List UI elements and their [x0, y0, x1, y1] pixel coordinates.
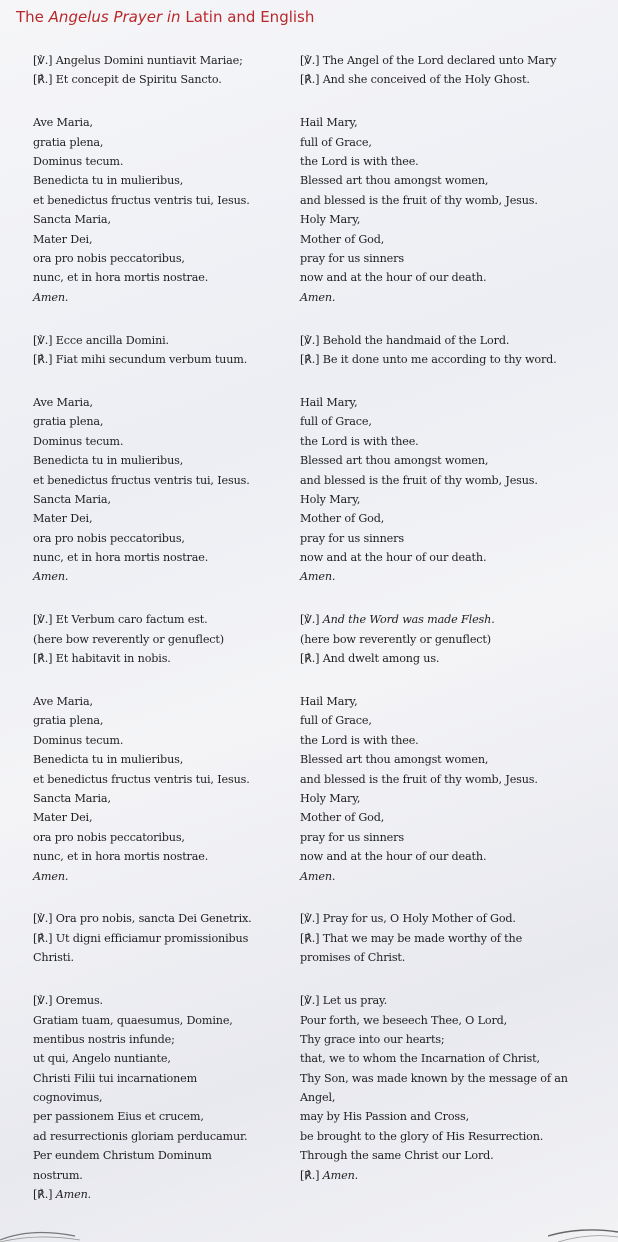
line-text: Amen.: [55, 1188, 92, 1202]
versicle-marker: [℣.]: [33, 333, 56, 347]
line-text: Be it done unto me according to thy word.: [322, 353, 557, 367]
line-text: Behold the handmaid of the Lord.: [322, 333, 510, 347]
english-line: Pour forth, we beseech Thee, O Lord,: [300, 1013, 508, 1027]
latin-line: gratia plena,: [33, 135, 104, 149]
english-line: Amen.: [300, 290, 336, 304]
latin-column: [33, 51, 295, 1204]
latin-line: et benedictus fructus ventris tui, Iesus.: [33, 193, 250, 207]
line-text: Angelus Domini nuntiavit Mariae;: [55, 54, 243, 67]
english-line: Holy Mary,: [300, 492, 361, 506]
english-line: that, we to whom the Incarnation of Christ,: [300, 1052, 540, 1066]
title-italic: Angelus Prayer in: [48, 8, 181, 26]
latin-line: [33, 331, 295, 350]
latin-line: Christi.: [33, 951, 74, 965]
english-line: full of Grace,: [300, 415, 372, 429]
latin-line: Per eundem Christum Dominum: [33, 1149, 212, 1163]
english-line: [300, 350, 596, 369]
english-line: [300, 610, 596, 629]
english-line: Amen.: [300, 869, 336, 883]
line-text: And dwelt among us.: [322, 652, 440, 666]
response-marker: [℟.]: [33, 652, 56, 666]
response-marker: [℟.]: [300, 931, 323, 945]
english-line: Blessed art thou amongst women,: [300, 454, 489, 468]
english-line: Hail Mary,: [300, 695, 358, 709]
english-line: the Lord is with thee.: [300, 155, 419, 169]
latin-line: mentibus nostris infunde;: [33, 1032, 175, 1046]
line-text: And the Word was made Flesh.: [322, 613, 495, 627]
latin-line: Mater Dei,: [33, 811, 93, 825]
english-line: Mother of God,: [300, 811, 385, 825]
latin-line: cognovimus,: [33, 1091, 103, 1105]
stanza-gap: [300, 968, 596, 992]
stanza-gap: [300, 587, 596, 611]
english-line: Blessed art thou amongst women,: [300, 753, 489, 767]
response-marker: [℟.]: [33, 931, 56, 945]
english-line: Mother of God,: [300, 512, 385, 526]
english-line: now and at the hour of our death.: [300, 850, 487, 864]
english-line: [300, 991, 596, 1010]
page-title: [16, 8, 314, 26]
english-line: Angel,: [300, 1091, 336, 1105]
latin-line: nunc, et in hora mortis nostrae.: [33, 850, 209, 864]
latin-line: [33, 610, 295, 629]
english-line: Hail Mary,: [300, 395, 358, 409]
stanza-gap: [300, 886, 596, 910]
english-line: [300, 51, 596, 70]
english-line: now and at the hour of our death.: [300, 551, 487, 565]
latin-line: ut qui, Angelo nuntiante,: [33, 1052, 171, 1066]
versicle-marker: [℣.]: [300, 54, 323, 67]
versicle-marker: [℣.]: [300, 994, 323, 1008]
english-line: [300, 909, 596, 928]
english-line: Thy Son, was made known by the message of an: [300, 1071, 568, 1085]
stanza-gap: [33, 587, 295, 611]
latin-line: [33, 350, 295, 369]
latin-line: [33, 929, 295, 948]
line-text: And she conceived of the Holy Ghost.: [322, 73, 530, 87]
english-line: [300, 331, 596, 350]
decorative-swoosh-left: [0, 1222, 90, 1242]
latin-line: per passionem Eius et crucem,: [33, 1110, 204, 1124]
latin-line: (here bow reverently or genuflect): [33, 632, 224, 646]
line-text: Et concepit de Spiritu Sancto.: [55, 73, 222, 87]
stanza-gap: [33, 886, 295, 910]
latin-line: [33, 1185, 295, 1204]
english-line: [300, 929, 596, 948]
english-line: the Lord is with thee.: [300, 733, 419, 747]
line-text: Ecce ancilla Domini.: [55, 333, 169, 347]
line-text: Pray for us, O Holy Mother of God.: [322, 912, 516, 926]
stanza-gap: [33, 669, 295, 693]
latin-line: Amen.: [33, 570, 69, 584]
versicle-marker: [℣.]: [33, 912, 56, 926]
english-line: and blessed is the fruit of thy womb, Jesus.: [300, 193, 538, 207]
english-line: now and at the hour of our death.: [300, 271, 487, 285]
title-text-end: Latin and English: [180, 8, 315, 26]
stanza-gap: [300, 307, 596, 331]
english-line: [300, 70, 596, 89]
english-line: (here bow reverently or genuflect): [300, 632, 491, 646]
versicle-marker: [℣.]: [33, 994, 56, 1008]
latin-line: Mater Dei,: [33, 232, 93, 246]
stanza-gap: [33, 90, 295, 114]
latin-line: Christi Filii tui incarnationem: [33, 1071, 198, 1085]
english-line: Amen.: [300, 570, 336, 584]
english-line: and blessed is the fruit of thy womb, Jesus.: [300, 473, 538, 487]
english-column: [300, 51, 596, 1185]
latin-line: Ave Maria,: [33, 695, 93, 709]
line-text: Et Verbum caro factum est.: [55, 613, 208, 627]
latin-line: Mater Dei,: [33, 512, 93, 526]
english-line: Hail Mary,: [300, 116, 358, 130]
latin-line: Ave Maria,: [33, 395, 93, 409]
stanza-gap: [33, 307, 295, 331]
english-line: Through the same Christ our Lord.: [300, 1149, 494, 1163]
latin-line: Gratiam tuam, quaesumus, Domine,: [33, 1013, 233, 1027]
versicle-marker: [℣.]: [300, 912, 323, 926]
line-text: Fiat mihi secundum verbum tuum.: [55, 353, 248, 367]
stanza-gap: [300, 369, 596, 393]
line-text: Ora pro nobis, sancta Dei Genetrix.: [55, 912, 252, 926]
latin-line: Dominus tecum.: [33, 733, 124, 747]
english-line: Thy grace into our hearts;: [300, 1032, 445, 1046]
line-text: Let us pray.: [322, 994, 388, 1008]
english-line: Holy Mary,: [300, 792, 361, 805]
stanza-gap: [300, 90, 596, 114]
latin-line: nunc, et in hora mortis nostrae.: [33, 551, 209, 565]
english-line: Holy Mary,: [300, 213, 361, 227]
english-line: [300, 1166, 596, 1185]
latin-line: Benedicta tu in mulieribus,: [33, 753, 184, 767]
english-line: may by His Passion and Cross,: [300, 1110, 470, 1124]
english-line: the Lord is with thee.: [300, 434, 419, 448]
response-marker: [℟.]: [300, 652, 323, 666]
response-marker: [℟.]: [300, 73, 323, 87]
english-line: Mother of God,: [300, 232, 385, 246]
latin-line: et benedictus fructus ventris tui, Iesus.: [33, 772, 250, 786]
latin-line: ora pro nobis peccatoribus,: [33, 830, 185, 844]
latin-line: Benedicta tu in mulieribus,: [33, 454, 184, 468]
latin-line: [33, 70, 295, 89]
english-line: pray for us sinners: [300, 531, 404, 545]
latin-line: ad resurrectionis gloriam perducamur.: [33, 1129, 248, 1143]
latin-line: ora pro nobis peccatoribus,: [33, 531, 185, 545]
english-line: full of Grace,: [300, 714, 372, 728]
english-line: and blessed is the fruit of thy womb, Jesus.: [300, 772, 538, 786]
latin-line: Amen.: [33, 290, 69, 304]
versicle-marker: [℣.]: [33, 613, 56, 627]
latin-line: [33, 649, 295, 668]
response-marker: [℟.]: [300, 353, 323, 367]
latin-line: [33, 991, 295, 1010]
versicle-marker: [℣.]: [33, 54, 56, 67]
versicle-marker: [℣.]: [300, 333, 323, 347]
line-text: Et habitavit in nobis.: [55, 652, 171, 666]
latin-line: Amen.: [33, 869, 69, 883]
response-marker: [℟.]: [33, 1188, 56, 1202]
line-text: Oremus.: [55, 994, 103, 1008]
stanza-gap: [33, 369, 295, 393]
english-line: pray for us sinners: [300, 830, 404, 844]
latin-line: et benedictus fructus ventris tui, Iesus.: [33, 473, 250, 487]
latin-line: ora pro nobis peccatoribus,: [33, 252, 185, 266]
stanza-gap: [33, 968, 295, 992]
latin-line: Sancta Maria,: [33, 792, 111, 805]
response-marker: [℟.]: [33, 73, 56, 87]
latin-line: Dominus tecum.: [33, 434, 124, 448]
versicle-marker: [℣.]: [300, 613, 323, 627]
latin-line: Ave Maria,: [33, 116, 93, 130]
english-line: promises of Christ.: [300, 951, 406, 965]
stanza-gap: [300, 669, 596, 693]
latin-line: gratia plena,: [33, 415, 104, 429]
response-marker: [℟.]: [33, 353, 56, 367]
latin-line: gratia plena,: [33, 714, 104, 728]
english-line: Blessed art thou amongst women,: [300, 174, 489, 188]
latin-line: Sancta Maria,: [33, 213, 111, 227]
latin-line: nostrum.: [33, 1168, 83, 1182]
title-text: The: [16, 8, 49, 26]
english-line: be brought to the glory of His Resurrection.: [300, 1129, 544, 1143]
latin-line: Sancta Maria,: [33, 492, 111, 506]
english-line: full of Grace,: [300, 135, 372, 149]
decorative-swoosh-right: [548, 1222, 618, 1242]
latin-line: [33, 909, 295, 928]
line-text: That we may be made worthy of the: [322, 931, 523, 945]
line-text: Amen.: [322, 1168, 359, 1182]
latin-line: [33, 51, 295, 70]
latin-line: nunc, et in hora mortis nostrae.: [33, 271, 209, 285]
latin-line: Dominus tecum.: [33, 155, 124, 169]
latin-line: Benedicta tu in mulieribus,: [33, 174, 184, 188]
english-line: [300, 649, 596, 668]
english-line: pray for us sinners: [300, 252, 404, 266]
line-text: The Angel of the Lord declared unto Mary: [322, 54, 557, 67]
response-marker: [℟.]: [300, 1168, 323, 1182]
line-text: Ut digni efficiamur promissionibus: [55, 931, 249, 945]
